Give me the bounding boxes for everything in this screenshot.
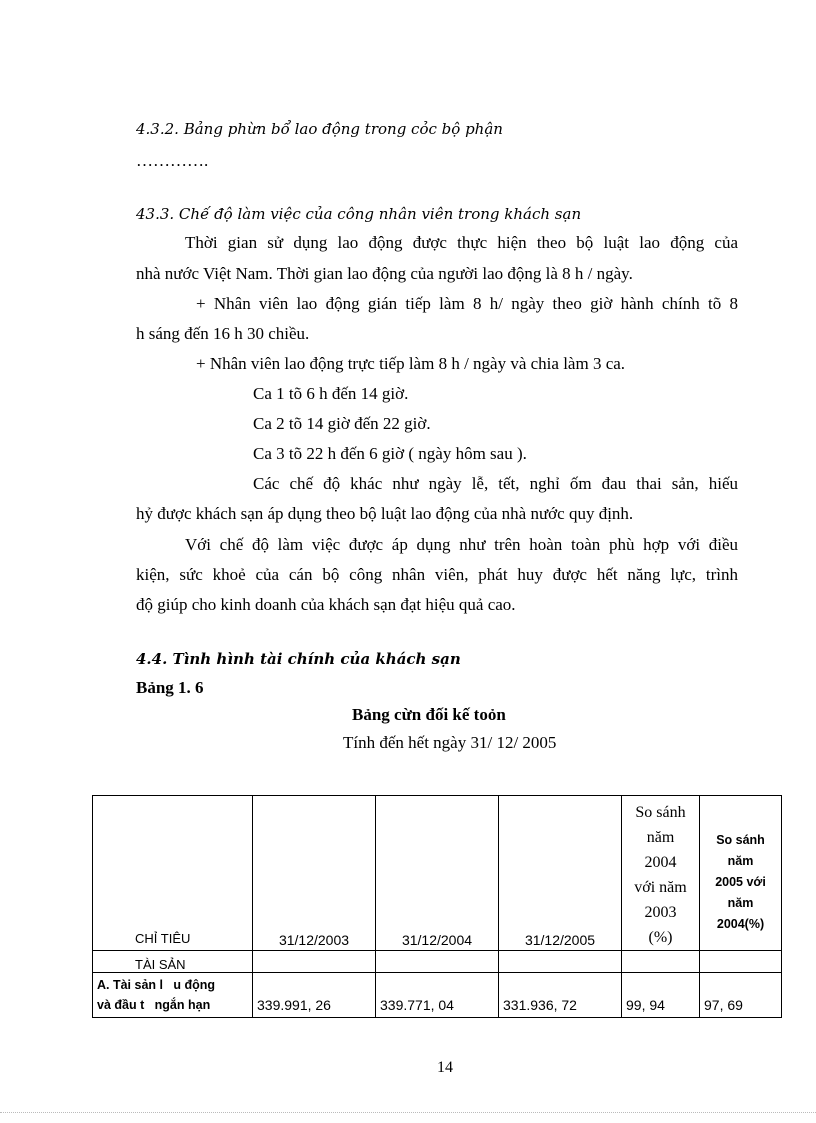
row-label bbox=[93, 973, 253, 1018]
para5-line1: Với chế độ làm việc được áp dụng như trên hoàn toàn phù hợp với điều bbox=[185, 535, 738, 554]
header-2003: 31/12/2003 bbox=[253, 796, 376, 951]
row-2004: 339.771, 04 bbox=[376, 973, 499, 1018]
header-compare-2005-2004 bbox=[700, 796, 782, 951]
cmp2-line: năm bbox=[727, 853, 754, 868]
cmp1-line: 2004 bbox=[644, 854, 677, 871]
table-subtitle: Tính đến hết ngày 31/ 12/ 2005 bbox=[343, 733, 557, 752]
header-compare-2004-2003 bbox=[622, 796, 700, 951]
table-row bbox=[93, 951, 782, 973]
page-number: 14 bbox=[437, 1059, 453, 1076]
header-2004: 31/12/2004 bbox=[376, 796, 499, 951]
header-2005: 31/12/2005 bbox=[499, 796, 622, 951]
balance-sheet-table bbox=[92, 795, 782, 1018]
row-cmp1 bbox=[622, 951, 700, 973]
cmp2-line: So sánh bbox=[716, 832, 765, 847]
cmp2-line: 2005 với bbox=[715, 874, 766, 889]
section-432-ellipsis: …………. bbox=[136, 151, 209, 170]
para4-line1: Các chế độ khác như ngày lễ, tết, nghỉ ốm đau thai sản, hiếu bbox=[253, 474, 738, 493]
page-edge-divider bbox=[0, 1112, 816, 1113]
cmp2-line: 2004(%) bbox=[716, 916, 765, 931]
row-cmp2: 97, 69 bbox=[700, 973, 782, 1018]
table-row bbox=[93, 973, 782, 1018]
cmp1-line: (%) bbox=[648, 929, 673, 946]
para4-line2: hỷ được khách sạn áp dụng theo bộ luật lao động của nhà nước quy định. bbox=[136, 504, 634, 523]
row-label: TÀI SẢN bbox=[93, 951, 253, 973]
table-header-row bbox=[93, 796, 782, 951]
para1-line2: nhà nước Việt Nam. Thời gian lao động của người lao động là 8 h / ngày. bbox=[136, 264, 633, 283]
row-2005: 331.936, 72 bbox=[499, 973, 622, 1018]
shift-3: Ca 3 tõ 22 h đến 6 giờ ( ngày hôm sau ). bbox=[253, 444, 527, 463]
section-44-heading: 4.4. Tình hình tài chính của khách sạn bbox=[136, 650, 461, 668]
row-cmp1: 99, 94 bbox=[622, 973, 700, 1018]
cmp1-line: 2003 bbox=[644, 904, 677, 921]
para2-line2: h sáng đến 16 h 30 chiều. bbox=[136, 324, 310, 343]
cmp1-line: năm bbox=[646, 829, 675, 846]
para5-line2: kiện, sức khoẻ của cán bộ công nhân viên, phát huy được hết năng lực, trình bbox=[136, 565, 738, 584]
cmp2-line: năm bbox=[727, 895, 754, 910]
para5-line3: độ giúp cho kinh doanh của khách sạn đạt hiệu quả cao. bbox=[136, 595, 516, 614]
para3: + Nhân viên lao động trực tiếp làm 8 h / ngày và chia làm 3 ca. bbox=[196, 354, 626, 373]
shift-1: Ca 1 tõ 6 h đến 14 giờ. bbox=[253, 384, 409, 403]
table-title: Bảng cừn đối kế toỏn bbox=[352, 705, 506, 724]
para2-line1: + Nhân viên lao động gián tiếp làm 8 h/ ngày theo giờ hành chính tõ 8 bbox=[196, 294, 738, 313]
row-cmp2 bbox=[700, 951, 782, 973]
row-2003: 339.991, 26 bbox=[253, 973, 376, 1018]
section-432-heading: 4.3.2. Bảng phừn bổ lao động trong cỏc bộ phận bbox=[136, 120, 503, 138]
row-2005 bbox=[499, 951, 622, 973]
row-label-line1: A. Tài sản l u động bbox=[97, 978, 216, 992]
cmp1-line: So sánh bbox=[635, 804, 686, 821]
shift-2: Ca 2 tõ 14 giờ đến 22 giờ. bbox=[253, 414, 431, 433]
section-433-heading: 43.3. Chế độ làm việc của công nhân viên trong khách sạn bbox=[136, 205, 582, 223]
para1-line1: Thời gian sử dụng lao động được thực hiện theo bộ luật lao động của bbox=[185, 233, 738, 252]
table-label: Bảng 1. 6 bbox=[136, 678, 204, 697]
cmp1-line: với năm bbox=[634, 879, 687, 896]
row-2003 bbox=[253, 951, 376, 973]
row-label-line2: và đầu t ngắn hạn bbox=[97, 998, 211, 1012]
header-indicator: CHỈ TIÊU bbox=[93, 796, 253, 951]
row-2004 bbox=[376, 951, 499, 973]
